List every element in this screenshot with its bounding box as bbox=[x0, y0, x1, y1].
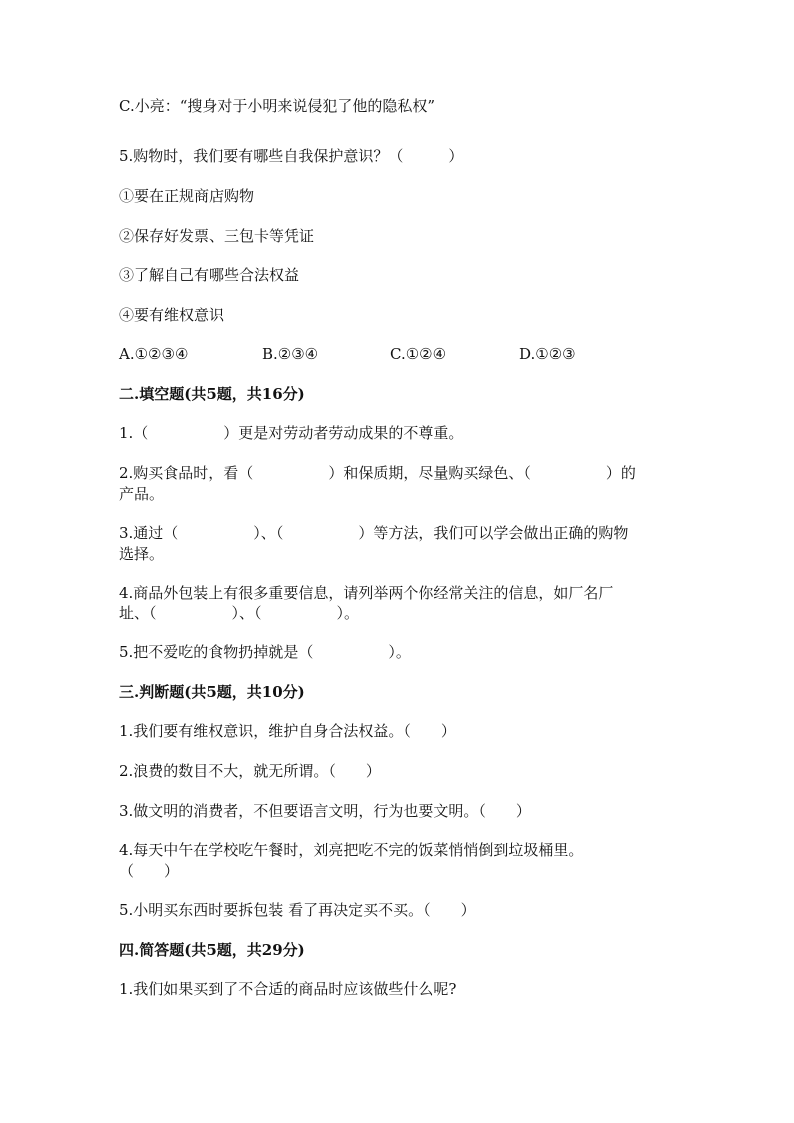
question-4-option-c: C.小亮：“搜身对于小明来说侵犯了他的隐私权” bbox=[119, 97, 436, 115]
short-answer-question-1: 1.我们如果买到了不合适的商品时应该做些什么呢? bbox=[119, 980, 457, 998]
judge-question-3: 3.做文明的消费者，不但要语言文明，行为也要文明。（ ） bbox=[119, 802, 531, 820]
question-5-option-c: C.①②④ bbox=[390, 345, 447, 363]
question-5-item-2: ②保存好发票、三包卡等凭证 bbox=[119, 227, 315, 245]
question-5-option-a: A.①②③④ bbox=[119, 345, 189, 363]
fill-question-3-line-2: 选择。 bbox=[119, 545, 165, 563]
section-3-title: 三.判断题(共5题，共10分) bbox=[119, 683, 305, 701]
fill-question-3-line-1: 3.通过（ ）、（ ）等方法，我们可以学会做出正确的购物 bbox=[119, 524, 629, 542]
fill-question-2-line-1: 2.购买食品时，看（ ）和保质期，尽量购买绿色、（ ）的 bbox=[119, 464, 636, 482]
section-4-title: 四.简答题(共5题，共29分) bbox=[119, 941, 305, 959]
question-5-item-3: ③了解自己有哪些合法权益 bbox=[119, 266, 300, 284]
fill-question-1: 1.（ ）更是对劳动者劳动成果的不尊重。 bbox=[119, 424, 464, 442]
question-5-item-1: ①要在正规商店购物 bbox=[119, 187, 255, 205]
question-5-option-d: D.①②③ bbox=[519, 345, 576, 363]
fill-question-2-line-2: 产品。 bbox=[119, 485, 165, 503]
judge-question-4-line-1: 4.每天中午在学校吃午餐时，刘亮把吃不完的饭菜悄悄倒到垃圾桶里。 bbox=[119, 841, 584, 859]
judge-question-2: 2.浪费的数目不大，就无所谓。（ ） bbox=[119, 762, 381, 780]
fill-question-4-line-1: 4.商品外包装上有很多重要信息，请列举两个你经常关注的信息，如厂名厂 bbox=[119, 584, 614, 602]
judge-question-4-line-2: （ ） bbox=[119, 862, 180, 880]
fill-question-4-line-2: 址、（ ）、（ ）。 bbox=[119, 604, 360, 622]
question-5-stem: 5.购物时，我们要有哪些自我保护意识？（ ） bbox=[119, 147, 464, 165]
question-5-item-4: ④要有维权意识 bbox=[119, 306, 225, 324]
fill-question-5: 5.把不爱吃的食物扔掉就是（ ）。 bbox=[119, 643, 411, 661]
judge-question-5: 5.小明买东西时要拆包装 看了再决定买不买。（ ） bbox=[119, 901, 476, 919]
question-5-option-b: B.②③④ bbox=[262, 345, 319, 363]
section-2-title: 二.填空题(共5题，共16分) bbox=[119, 385, 305, 403]
judge-question-1: 1.我们要有维权意识，维护自身合法权益。（ ） bbox=[119, 722, 456, 740]
